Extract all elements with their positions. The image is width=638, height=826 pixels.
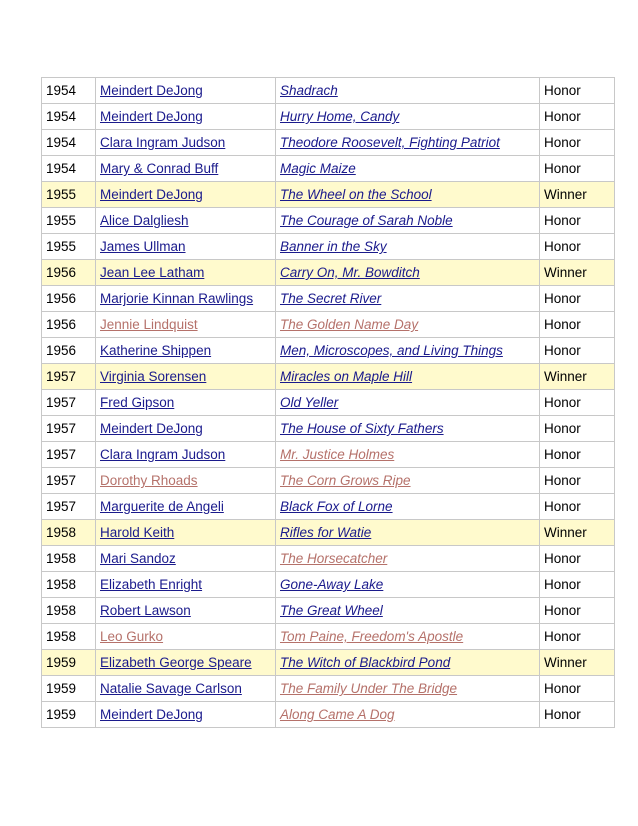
year-cell: 1954 xyxy=(42,78,96,104)
author-link[interactable]: Robert Lawson xyxy=(100,603,191,618)
author-cell xyxy=(96,494,276,520)
title-cell xyxy=(276,624,540,650)
title-cell xyxy=(276,598,540,624)
title-cell xyxy=(276,364,540,390)
table-row xyxy=(42,494,615,520)
table-row xyxy=(42,572,615,598)
author-link[interactable]: Alice Dalgliesh xyxy=(100,213,189,228)
author-cell xyxy=(96,78,276,104)
book-title-link[interactable]: Old Yeller xyxy=(280,395,339,410)
author-cell xyxy=(96,208,276,234)
author-cell xyxy=(96,598,276,624)
author-link[interactable]: Marjorie Kinnan Rawlings xyxy=(100,291,254,306)
book-title-link[interactable]: Mr. Justice Holmes xyxy=(280,447,395,462)
table-row xyxy=(42,364,615,390)
title-cell xyxy=(276,286,540,312)
title-cell xyxy=(276,208,540,234)
author-link[interactable]: Leo Gurko xyxy=(100,629,164,644)
book-title-link[interactable]: Magic Maize xyxy=(280,161,356,176)
table-row xyxy=(42,702,615,728)
book-title-link[interactable]: Shadrach xyxy=(280,83,338,98)
book-title-link[interactable]: The Secret River xyxy=(280,291,382,306)
award-status-cell: Honor xyxy=(540,286,615,312)
author-link[interactable]: Virginia Sorensen xyxy=(100,369,207,384)
book-title-link[interactable]: Carry On, Mr. Bowditch xyxy=(280,265,420,280)
table-row xyxy=(42,520,615,546)
book-title-link[interactable]: Gone-Away Lake xyxy=(280,577,384,592)
book-title-link[interactable]: The Witch of Blackbird Pond xyxy=(280,655,451,670)
author-link[interactable]: Fred Gipson xyxy=(100,395,175,410)
table-row xyxy=(42,650,615,676)
year-cell: 1957 xyxy=(42,494,96,520)
author-cell xyxy=(96,390,276,416)
book-title-link[interactable]: Along Came A Dog xyxy=(280,707,395,722)
author-link[interactable]: Elizabeth Enright xyxy=(100,577,203,592)
author-link[interactable]: Marguerite de Angeli xyxy=(100,499,224,514)
author-link[interactable]: Mary & Conrad Buff xyxy=(100,161,219,176)
title-cell xyxy=(276,572,540,598)
book-title-link[interactable]: Hurry Home, Candy xyxy=(280,109,400,124)
table-row xyxy=(42,78,615,104)
year-cell: 1957 xyxy=(42,468,96,494)
title-cell xyxy=(276,468,540,494)
title-cell xyxy=(276,416,540,442)
author-link[interactable]: Meindert DeJong xyxy=(100,83,203,98)
award-status-cell: Honor xyxy=(540,234,615,260)
award-status-cell: Honor xyxy=(540,416,615,442)
year-cell: 1956 xyxy=(42,260,96,286)
award-status-cell: Honor xyxy=(540,546,615,572)
author-link[interactable]: Elizabeth George Speare xyxy=(100,655,252,670)
title-cell xyxy=(276,260,540,286)
table-row xyxy=(42,546,615,572)
title-cell xyxy=(276,702,540,728)
title-cell xyxy=(276,520,540,546)
table-row xyxy=(42,416,615,442)
award-status-cell: Honor xyxy=(540,156,615,182)
book-title-link[interactable]: Black Fox of Lorne xyxy=(280,499,393,514)
author-link[interactable]: Meindert DeJong xyxy=(100,109,203,124)
author-cell xyxy=(96,338,276,364)
table-row xyxy=(42,182,615,208)
awards-table-body xyxy=(42,78,615,728)
year-cell: 1954 xyxy=(42,130,96,156)
book-title-link[interactable]: The House of Sixty Fathers xyxy=(280,421,444,436)
author-cell xyxy=(96,312,276,338)
award-status-cell: Honor xyxy=(540,78,615,104)
award-status-cell: Winner xyxy=(540,260,615,286)
title-cell xyxy=(276,312,540,338)
year-cell: 1957 xyxy=(42,442,96,468)
table-row xyxy=(42,468,615,494)
table-row xyxy=(42,390,615,416)
year-cell: 1956 xyxy=(42,286,96,312)
award-status-cell: Winner xyxy=(540,364,615,390)
table-row xyxy=(42,598,615,624)
year-cell: 1957 xyxy=(42,416,96,442)
title-cell xyxy=(276,234,540,260)
year-cell: 1955 xyxy=(42,208,96,234)
year-cell: 1959 xyxy=(42,702,96,728)
award-status-cell: Winner xyxy=(540,650,615,676)
author-link[interactable]: James Ullman xyxy=(100,239,186,254)
year-cell: 1958 xyxy=(42,598,96,624)
award-status-cell: Honor xyxy=(540,312,615,338)
author-link[interactable]: Katherine Shippen xyxy=(100,343,212,358)
author-cell xyxy=(96,442,276,468)
author-cell xyxy=(96,286,276,312)
title-cell xyxy=(276,104,540,130)
year-cell: 1955 xyxy=(42,234,96,260)
year-cell: 1958 xyxy=(42,520,96,546)
title-cell xyxy=(276,156,540,182)
author-cell xyxy=(96,546,276,572)
book-title-link[interactable]: Tom Paine, Freedom's Apostle xyxy=(280,629,464,644)
table-row xyxy=(42,312,615,338)
author-link[interactable]: Meindert DeJong xyxy=(100,187,203,202)
award-status-cell: Winner xyxy=(540,520,615,546)
year-cell: 1954 xyxy=(42,104,96,130)
book-title-link[interactable]: Men, Microscopes, and Living Things xyxy=(280,343,503,358)
year-cell: 1954 xyxy=(42,156,96,182)
award-status-cell: Honor xyxy=(540,130,615,156)
author-link[interactable]: Meindert DeJong xyxy=(100,421,203,436)
title-cell xyxy=(276,78,540,104)
author-cell xyxy=(96,364,276,390)
book-title-link[interactable]: The Wheel on the School xyxy=(280,187,432,202)
year-cell: 1958 xyxy=(42,572,96,598)
table-row xyxy=(42,676,615,702)
book-title-link[interactable]: The Great Wheel xyxy=(280,603,383,618)
year-cell: 1955 xyxy=(42,182,96,208)
author-cell xyxy=(96,676,276,702)
table-row xyxy=(42,156,615,182)
award-status-cell: Honor xyxy=(540,208,615,234)
table-row xyxy=(42,130,615,156)
table-row xyxy=(42,624,615,650)
awards-table xyxy=(41,77,615,728)
author-cell xyxy=(96,104,276,130)
year-cell: 1959 xyxy=(42,650,96,676)
table-row xyxy=(42,234,615,260)
author-cell xyxy=(96,260,276,286)
year-cell: 1956 xyxy=(42,338,96,364)
author-link[interactable]: Clara Ingram Judson xyxy=(100,447,226,462)
book-title-link[interactable]: The Courage of Sarah Noble xyxy=(280,213,453,228)
author-cell xyxy=(96,702,276,728)
author-cell xyxy=(96,130,276,156)
author-cell xyxy=(96,624,276,650)
award-status-cell: Honor xyxy=(540,338,615,364)
year-cell: 1957 xyxy=(42,390,96,416)
author-link[interactable]: Harold Keith xyxy=(100,525,175,540)
book-title-link[interactable]: The Golden Name Day xyxy=(280,317,419,332)
award-status-cell: Honor xyxy=(540,702,615,728)
book-title-link[interactable]: The Corn Grows Ripe xyxy=(280,473,411,488)
title-cell xyxy=(276,338,540,364)
year-cell: 1956 xyxy=(42,312,96,338)
author-cell xyxy=(96,416,276,442)
author-link[interactable]: Meindert DeJong xyxy=(100,707,203,722)
title-cell xyxy=(276,390,540,416)
award-status-cell: Honor xyxy=(540,104,615,130)
author-cell xyxy=(96,572,276,598)
author-link[interactable]: Jean Lee Latham xyxy=(100,265,205,280)
award-status-cell: Honor xyxy=(540,624,615,650)
award-status-cell: Honor xyxy=(540,598,615,624)
author-link[interactable]: Natalie Savage Carlson xyxy=(100,681,242,696)
book-title-link[interactable]: Theodore Roosevelt, Fighting Patriot xyxy=(280,135,500,150)
author-cell xyxy=(96,468,276,494)
book-title-link[interactable]: Banner in the Sky xyxy=(280,239,387,254)
author-link[interactable]: Mari Sandoz xyxy=(100,551,176,566)
award-status-cell: Honor xyxy=(540,442,615,468)
book-title-link[interactable]: Rifles for Watie xyxy=(280,525,372,540)
title-cell xyxy=(276,494,540,520)
year-cell: 1957 xyxy=(42,364,96,390)
award-status-cell: Honor xyxy=(540,572,615,598)
author-cell xyxy=(96,182,276,208)
award-status-cell: Honor xyxy=(540,676,615,702)
book-title-link[interactable]: Miracles on Maple Hill xyxy=(280,369,413,384)
title-cell xyxy=(276,130,540,156)
year-cell: 1959 xyxy=(42,676,96,702)
author-link[interactable]: Clara Ingram Judson xyxy=(100,135,226,150)
title-cell xyxy=(276,182,540,208)
table-row xyxy=(42,208,615,234)
year-cell: 1958 xyxy=(42,624,96,650)
author-link[interactable]: Jennie Lindquist xyxy=(100,317,198,332)
author-cell xyxy=(96,650,276,676)
year-cell: 1958 xyxy=(42,546,96,572)
title-cell xyxy=(276,650,540,676)
book-title-link[interactable]: The Family Under The Bridge xyxy=(280,681,458,696)
title-cell xyxy=(276,442,540,468)
book-title-link[interactable]: The Horsecatcher xyxy=(280,551,388,566)
table-row xyxy=(42,338,615,364)
table-row xyxy=(42,442,615,468)
award-status-cell: Honor xyxy=(540,494,615,520)
table-row xyxy=(42,260,615,286)
award-status-cell: Honor xyxy=(540,390,615,416)
award-status-cell: Winner xyxy=(540,182,615,208)
author-cell xyxy=(96,156,276,182)
table-row xyxy=(42,286,615,312)
table-row xyxy=(42,104,615,130)
author-cell xyxy=(96,520,276,546)
award-status-cell: Honor xyxy=(540,468,615,494)
title-cell xyxy=(276,546,540,572)
title-cell xyxy=(276,676,540,702)
author-link[interactable]: Dorothy Rhoads xyxy=(100,473,198,488)
author-cell xyxy=(96,234,276,260)
